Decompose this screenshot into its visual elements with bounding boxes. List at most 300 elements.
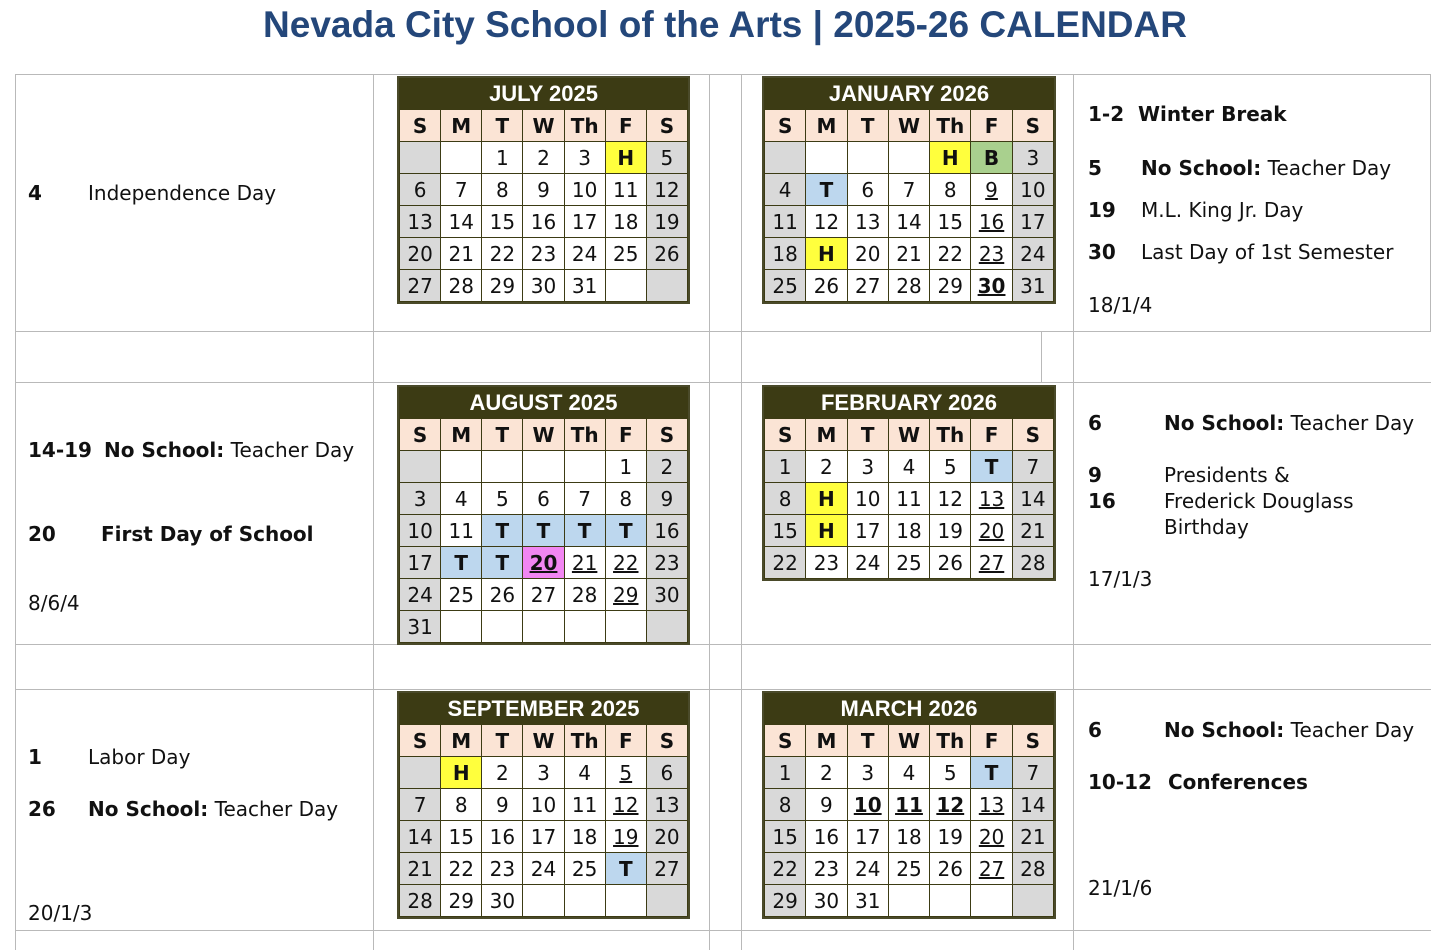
note-date: 4 (28, 181, 42, 205)
day-cell: 20 (646, 821, 687, 853)
day-cell: 24 (1012, 238, 1053, 270)
day-cell: 1 (765, 757, 806, 789)
note-text: Teacher Day (1261, 156, 1392, 180)
day-cell: H (806, 238, 847, 270)
day-cell: T (441, 547, 482, 579)
day-cell: H (441, 757, 482, 789)
day-cell: 15 (765, 515, 806, 547)
note-text: Independence Day (88, 181, 277, 205)
day-cell: B (971, 142, 1012, 174)
day-cell: 27 (646, 853, 687, 885)
day-cell: T (806, 174, 847, 206)
note-item (28, 180, 276, 206)
week-row (765, 206, 1054, 238)
day-cell: T (971, 451, 1012, 483)
month-calendar-august-2025 (397, 385, 690, 645)
note-bold-text: First Day of School (101, 522, 314, 546)
day-cell: 25 (564, 853, 605, 885)
note-text: Teacher Day (224, 438, 355, 462)
note-item (1088, 101, 1287, 127)
weekday-header: S (1012, 725, 1053, 757)
week-row (400, 238, 688, 270)
day-cell: 28 (888, 270, 929, 302)
day-cell: 2 (646, 451, 687, 483)
weekday-header: W (888, 110, 929, 142)
note-text: Birthday (1164, 515, 1249, 539)
weekday-header-row (400, 110, 688, 142)
month-title: JULY 2025 (399, 78, 688, 109)
week-row (765, 547, 1054, 579)
day-cell: 22 (441, 853, 482, 885)
day-cell (564, 451, 605, 483)
week-row (400, 757, 688, 789)
day-cell: 5 (605, 757, 646, 789)
day-cell: 21 (1012, 821, 1053, 853)
january-notes (1088, 101, 1428, 326)
day-cell: 12 (930, 789, 971, 821)
day-cell: 26 (806, 270, 847, 302)
day-cell: 9 (806, 789, 847, 821)
note-text: Last Day of 1st Semester (1141, 240, 1394, 264)
day-cell: 30 (971, 270, 1012, 302)
grid-line (1041, 332, 1042, 382)
day-cell (564, 611, 605, 643)
weekday-header: S (400, 110, 441, 142)
grid-line (15, 74, 16, 950)
month-calendar-july-2025 (397, 76, 690, 304)
day-cell: 19 (646, 206, 687, 238)
month-calendar-january-2026 (762, 76, 1056, 304)
day-cell: 27 (847, 270, 888, 302)
note-item (1088, 488, 1354, 514)
day-cell: 9 (482, 789, 523, 821)
weekday-header: Th (930, 419, 971, 451)
weekday-header: F (605, 419, 646, 451)
day-cell: 20 (971, 515, 1012, 547)
weekday-header: Th (930, 725, 971, 757)
weekday-header: T (482, 725, 523, 757)
day-cell: 30 (523, 270, 564, 302)
month-grid (399, 724, 688, 917)
day-cell (765, 142, 806, 174)
note-text: Teacher Day (208, 797, 339, 821)
day-cell: 23 (806, 547, 847, 579)
day-cell: 2 (806, 757, 847, 789)
day-cell (971, 885, 1012, 917)
week-row (765, 142, 1054, 174)
weekday-header: F (971, 419, 1012, 451)
day-cell: 9 (523, 174, 564, 206)
note-date: 6 (1088, 411, 1102, 435)
grid-line (15, 74, 1431, 75)
day-cell: 14 (1012, 789, 1053, 821)
day-cell: T (482, 547, 523, 579)
grid-line (1430, 74, 1431, 332)
month-grid (399, 109, 688, 302)
day-cell: 22 (765, 853, 806, 885)
note-item (28, 437, 354, 463)
weekday-header: S (646, 110, 687, 142)
day-cell: 11 (765, 206, 806, 238)
day-cell: 8 (765, 483, 806, 515)
weekday-header: Th (930, 110, 971, 142)
note-date: 14-19 (28, 438, 92, 462)
day-cell: T (605, 853, 646, 885)
day-cell: 10 (564, 174, 605, 206)
day-cell: 4 (765, 174, 806, 206)
day-cell (930, 885, 971, 917)
day-cell: 10 (847, 789, 888, 821)
day-cell: 7 (1012, 757, 1053, 789)
weekday-header: M (806, 110, 847, 142)
month-calendar-march-2026 (762, 691, 1056, 919)
day-cell: 5 (930, 757, 971, 789)
day-cell: 2 (806, 451, 847, 483)
day-cell: 17 (564, 206, 605, 238)
week-row (400, 885, 688, 917)
note-text: Presidents & (1164, 463, 1290, 487)
day-cell: 15 (765, 821, 806, 853)
week-row (765, 515, 1054, 547)
day-cell: 20 (400, 238, 441, 270)
day-cell: 18 (564, 821, 605, 853)
note-bold-text: No School: (1164, 718, 1285, 742)
day-cell (523, 451, 564, 483)
day-cell: 12 (806, 206, 847, 238)
note-date: 1 (28, 745, 42, 769)
day-cell: 22 (930, 238, 971, 270)
september-notes (28, 744, 368, 934)
august-notes (28, 437, 368, 637)
day-cell: 19 (930, 821, 971, 853)
day-cell: 16 (482, 821, 523, 853)
day-cell: 31 (1012, 270, 1053, 302)
day-cell: T (482, 515, 523, 547)
note-text: Frederick Douglass (1164, 489, 1354, 513)
day-cell: 23 (971, 238, 1012, 270)
weekday-header: Th (564, 419, 605, 451)
july-notes (28, 180, 368, 320)
weekday-header: T (847, 419, 888, 451)
day-cell (1012, 885, 1053, 917)
note-item (1088, 514, 1249, 540)
day-cell: 16 (523, 206, 564, 238)
day-cell: 11 (605, 174, 646, 206)
day-cell: 16 (646, 515, 687, 547)
day-cell: 2 (482, 757, 523, 789)
week-row (400, 270, 688, 302)
weekday-header: S (646, 725, 687, 757)
weekday-header: F (605, 110, 646, 142)
weekday-header-row (765, 419, 1054, 451)
week-row (765, 174, 1054, 206)
day-cell: 30 (482, 885, 523, 917)
day-cell: 1 (605, 451, 646, 483)
day-cell: 28 (1012, 547, 1053, 579)
day-cell: 24 (847, 853, 888, 885)
day-cell: 21 (441, 238, 482, 270)
day-cell: 1 (765, 451, 806, 483)
week-row (765, 821, 1054, 853)
day-cell: 28 (564, 579, 605, 611)
day-cell: 3 (847, 451, 888, 483)
note-item (1088, 462, 1290, 488)
day-cell: 19 (605, 821, 646, 853)
weekday-header: S (1012, 419, 1053, 451)
note-item (28, 744, 190, 770)
weekday-header: W (523, 725, 564, 757)
day-cell: 10 (847, 483, 888, 515)
day-cell (400, 451, 441, 483)
weekday-header: S (765, 725, 806, 757)
day-cell: 13 (646, 789, 687, 821)
day-cell (646, 885, 687, 917)
weekday-header: F (971, 110, 1012, 142)
day-cell (400, 757, 441, 789)
month-grid (399, 418, 688, 643)
day-cell: 16 (971, 206, 1012, 238)
day-cell: 14 (1012, 483, 1053, 515)
day-cell: 27 (971, 547, 1012, 579)
day-cell: 24 (400, 579, 441, 611)
day-cell: 20 (523, 547, 564, 579)
day-cell: 3 (847, 757, 888, 789)
day-cell: 10 (400, 515, 441, 547)
day-cell: 18 (888, 821, 929, 853)
month-grid (764, 109, 1054, 302)
weekday-header: T (482, 110, 523, 142)
day-cell: 27 (400, 270, 441, 302)
weekday-header: W (523, 419, 564, 451)
note-item (1088, 769, 1308, 795)
day-cell: T (971, 757, 1012, 789)
weekday-header-row (400, 419, 688, 451)
day-cell: 3 (564, 142, 605, 174)
day-cell: 24 (564, 238, 605, 270)
day-cell: 25 (888, 853, 929, 885)
day-cell (400, 142, 441, 174)
weekday-header: M (441, 110, 482, 142)
day-cell: T (605, 515, 646, 547)
week-row (400, 515, 688, 547)
month-title: SEPTEMBER 2025 (399, 693, 688, 724)
weekday-header: W (888, 725, 929, 757)
day-cell: 31 (564, 270, 605, 302)
march-notes (1088, 717, 1428, 917)
day-cell: 24 (847, 547, 888, 579)
grid-line (373, 74, 374, 950)
day-cell: 14 (400, 821, 441, 853)
note-date: 26 (28, 797, 56, 821)
week-row (400, 821, 688, 853)
week-row (400, 142, 688, 174)
day-cell: 7 (441, 174, 482, 206)
grid-line (741, 74, 742, 950)
weekday-header: S (646, 419, 687, 451)
week-row (400, 853, 688, 885)
week-row (765, 238, 1054, 270)
day-cell: 5 (482, 483, 523, 515)
day-cell: 19 (930, 515, 971, 547)
day-cell: 8 (441, 789, 482, 821)
grid-line (1073, 74, 1074, 950)
day-cell: 28 (1012, 853, 1053, 885)
day-cell: 31 (400, 611, 441, 643)
day-cell: 24 (523, 853, 564, 885)
grid-line (15, 331, 1431, 332)
day-cell: 27 (971, 853, 1012, 885)
day-cell: 12 (930, 483, 971, 515)
day-cell (605, 270, 646, 302)
week-row (765, 451, 1054, 483)
day-cell: 23 (523, 238, 564, 270)
week-row (400, 451, 688, 483)
weekday-header: S (400, 725, 441, 757)
day-cell (523, 611, 564, 643)
day-cell: 16 (806, 821, 847, 853)
day-cell: 13 (971, 789, 1012, 821)
note-date: 6 (1088, 718, 1102, 742)
day-cell: 30 (806, 885, 847, 917)
day-cell: 4 (441, 483, 482, 515)
note-date: 1-2 (1088, 102, 1125, 126)
weekday-header: T (847, 110, 888, 142)
weekday-header: M (806, 419, 847, 451)
day-cell: 14 (441, 206, 482, 238)
day-cell (847, 142, 888, 174)
day-cell: 15 (441, 821, 482, 853)
day-cell: 30 (646, 579, 687, 611)
day-cell (605, 611, 646, 643)
day-cell (888, 142, 929, 174)
day-cell: 17 (400, 547, 441, 579)
day-cell: 9 (971, 174, 1012, 206)
day-cell: 17 (523, 821, 564, 853)
day-cell (605, 885, 646, 917)
week-row (400, 174, 688, 206)
month-title: MARCH 2026 (764, 693, 1054, 724)
day-cell: 20 (847, 238, 888, 270)
day-cell: 18 (888, 515, 929, 547)
month-grid (764, 724, 1054, 917)
week-row (400, 483, 688, 515)
note-date: 19 (1088, 198, 1116, 222)
day-cell: 28 (441, 270, 482, 302)
weekday-header: Th (564, 725, 605, 757)
weekday-header: Th (564, 110, 605, 142)
weekday-header: S (765, 419, 806, 451)
day-cell: 22 (482, 238, 523, 270)
day-cell: 3 (400, 483, 441, 515)
weekday-header: F (971, 725, 1012, 757)
day-cell: T (564, 515, 605, 547)
note-text: M.L. King Jr. Day (1141, 198, 1304, 222)
month-title: FEBRUARY 2026 (764, 387, 1054, 418)
week-row (400, 611, 688, 643)
day-cell: 13 (971, 483, 1012, 515)
weekday-header: W (523, 110, 564, 142)
note-item (1088, 155, 1391, 181)
day-cell: 7 (564, 483, 605, 515)
day-cell: 1 (482, 142, 523, 174)
week-row (765, 789, 1054, 821)
note-bold-text: No School: (88, 797, 209, 821)
day-tally: 17/1/3 (1088, 567, 1153, 591)
weekday-header: M (441, 419, 482, 451)
day-cell: 17 (1012, 206, 1053, 238)
day-cell: H (806, 483, 847, 515)
day-cell: 11 (888, 789, 929, 821)
day-cell: 17 (847, 821, 888, 853)
day-cell: 14 (888, 206, 929, 238)
weekday-header: S (765, 110, 806, 142)
day-tally: 18/1/4 (1088, 293, 1153, 317)
day-cell: H (930, 142, 971, 174)
month-title: AUGUST 2025 (399, 387, 688, 418)
week-row (400, 789, 688, 821)
day-cell (441, 142, 482, 174)
day-cell: 10 (523, 789, 564, 821)
day-cell: 26 (646, 238, 687, 270)
day-cell: 4 (888, 757, 929, 789)
day-cell: 20 (971, 821, 1012, 853)
day-cell: 27 (523, 579, 564, 611)
note-bold-text: No School: (104, 438, 225, 462)
day-cell: 25 (888, 547, 929, 579)
day-cell: 5 (646, 142, 687, 174)
day-cell: 29 (605, 579, 646, 611)
day-cell (482, 451, 523, 483)
grid-line (15, 382, 1431, 383)
day-cell: 12 (646, 174, 687, 206)
day-cell: 31 (847, 885, 888, 917)
weekday-header: M (441, 725, 482, 757)
weekday-header-row (765, 725, 1054, 757)
week-row (765, 885, 1054, 917)
day-cell: 7 (888, 174, 929, 206)
month-calendar-september-2025 (397, 691, 690, 919)
grid-line (709, 74, 710, 950)
day-cell: 18 (605, 206, 646, 238)
note-date: 16 (1088, 489, 1116, 513)
month-grid (764, 418, 1054, 579)
day-cell: 28 (400, 885, 441, 917)
day-cell: 21 (888, 238, 929, 270)
note-bold-text: No School: (1164, 411, 1285, 435)
day-cell: 21 (1012, 515, 1053, 547)
day-cell: 7 (1012, 451, 1053, 483)
day-cell: 6 (400, 174, 441, 206)
day-cell: 23 (482, 853, 523, 885)
week-row (400, 579, 688, 611)
day-cell: 8 (605, 483, 646, 515)
note-bold-text: No School: (1141, 156, 1262, 180)
weekday-header-row (400, 725, 688, 757)
note-bold-text: Winter Break (1138, 102, 1287, 126)
grid-line (15, 689, 1431, 690)
day-cell (646, 270, 687, 302)
day-tally: 21/1/6 (1088, 876, 1153, 900)
month-title: JANUARY 2026 (764, 78, 1054, 109)
week-row (765, 483, 1054, 515)
weekday-header: W (888, 419, 929, 451)
day-cell: H (806, 515, 847, 547)
day-cell (806, 142, 847, 174)
weekday-header: M (806, 725, 847, 757)
day-cell: 13 (400, 206, 441, 238)
february-notes (1088, 410, 1428, 610)
week-row (765, 270, 1054, 302)
